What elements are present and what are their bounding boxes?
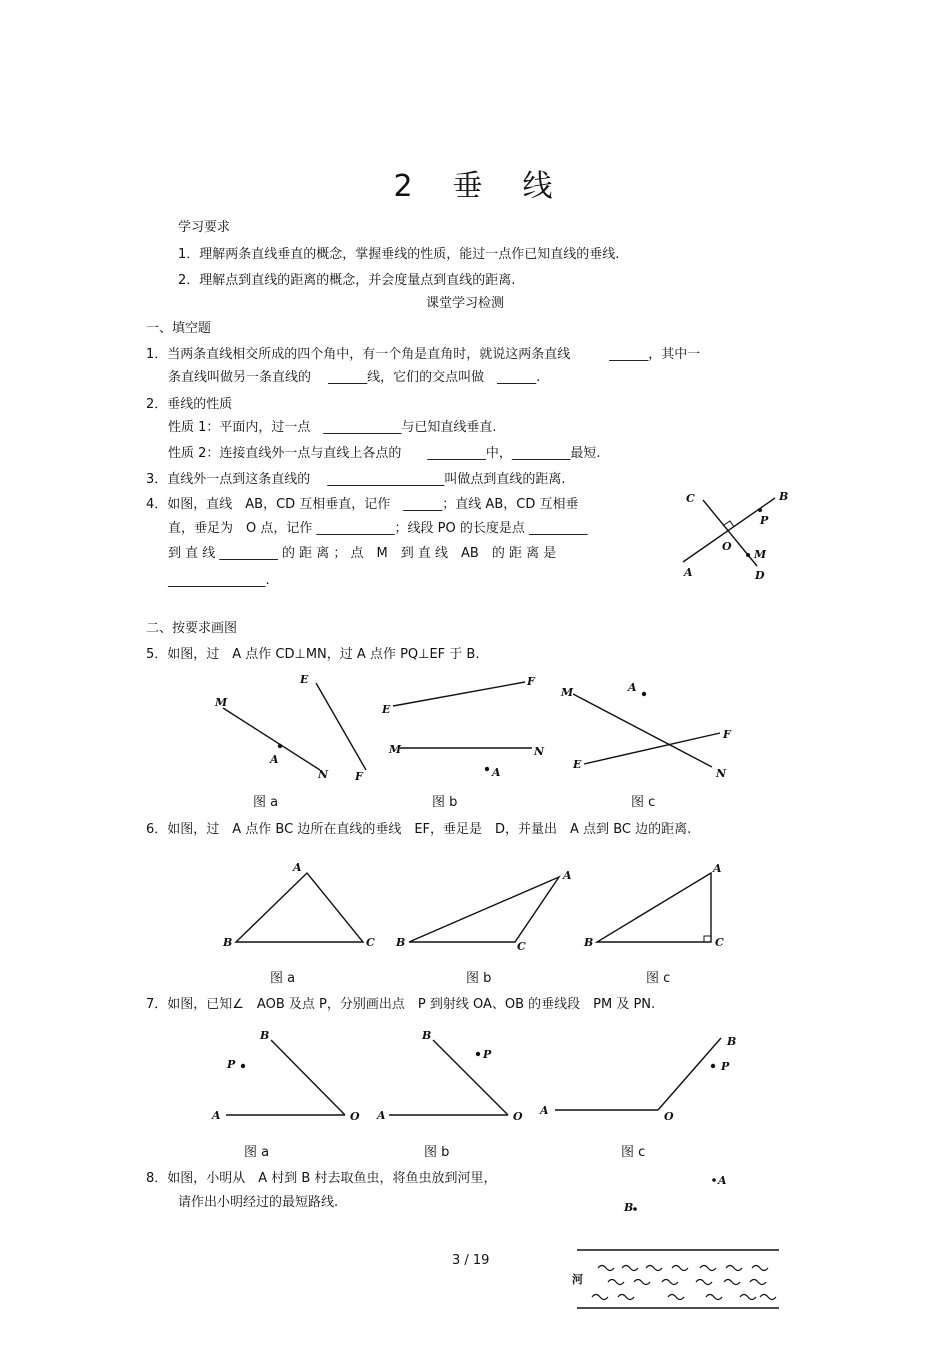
- question-line: 直，垂足为 O 点，记作 ____________；线段 PO 的长度是点 _________: [168, 521, 588, 536]
- caption-fig-c: 图 c: [631, 795, 656, 810]
- label-f: F: [355, 770, 363, 783]
- label-a: A: [684, 566, 693, 579]
- caption-fig-a: 图 a: [244, 1145, 270, 1160]
- label-b: B: [584, 936, 594, 949]
- label-b: B: [260, 1029, 270, 1042]
- label-a: A: [212, 1109, 221, 1122]
- requirements-heading: 学习要求: [178, 220, 231, 235]
- question-8-line-2: 请作出小明经过的最短路线.: [178, 1195, 339, 1210]
- label-c: C: [686, 492, 695, 505]
- question-line: 性质 2：连接直线外一点与直线上各点的 _________中，_________最短.: [168, 446, 601, 461]
- section-heading-check: 课堂学习检测: [426, 296, 505, 311]
- label-a: A: [563, 869, 572, 882]
- label-n: N: [534, 745, 545, 758]
- label-m: M: [754, 548, 767, 561]
- label-a: A: [492, 766, 501, 779]
- question-line: 到 直 线 _________ 的 距 离 ； 点 M 到 直 线 AB 的 距 离 是: [168, 546, 557, 561]
- section-heading-draw: 二、按要求画图: [146, 621, 238, 636]
- label-p: P: [721, 1060, 730, 1073]
- label-d: D: [755, 569, 765, 582]
- question-line: 性质 1：平面内，过一点 ____________与已知直线垂直.: [168, 420, 497, 435]
- label-b: B: [624, 1201, 634, 1214]
- label-a: A: [293, 861, 302, 874]
- requirement-item: 1．理解两条直线垂直的概念，掌握垂线的性质，能过一点作已知直线的垂线.: [178, 247, 620, 262]
- label-o: O: [350, 1110, 360, 1123]
- label-p: P: [483, 1048, 492, 1061]
- label-o: O: [722, 540, 732, 553]
- label-a: A: [718, 1174, 727, 1187]
- requirement-item: 2．理解点到直线的距离的概念，并会度量点到直线的距离.: [178, 273, 516, 288]
- label-a: A: [540, 1104, 549, 1117]
- question-5: 5．如图，过 A 点作 CD⊥MN，过 A 点作 PQ⊥EF 于 B.: [146, 647, 480, 662]
- question-8-line-1: 8．如图，小明从 A 村到 B 村去取鱼虫，将鱼虫放到河里，: [146, 1171, 497, 1186]
- question-line: 3．直线外一点到这条直线的 __________________叫做点到直线的距离.: [146, 472, 566, 487]
- label-river: 河: [572, 1273, 583, 1286]
- caption-fig-c: 图 c: [646, 971, 671, 986]
- caption-fig-a: 图 a: [253, 795, 279, 810]
- question-line: 4．如图，直线 AB，CD 互相垂直，记作 ______；直线 AB，CD 互相垂: [146, 497, 579, 512]
- label-c: C: [517, 940, 526, 953]
- label-a: A: [628, 681, 637, 694]
- label-o: O: [513, 1110, 523, 1123]
- question-line: _______________.: [168, 573, 270, 588]
- label-e: E: [382, 703, 391, 716]
- label-b: B: [727, 1035, 737, 1048]
- section-heading-fill: 一、填空题: [146, 321, 212, 336]
- label-n: N: [716, 767, 727, 780]
- label-e: E: [573, 758, 582, 771]
- page-number: 3 / 19: [452, 1253, 490, 1268]
- label-b: B: [779, 490, 789, 503]
- label-n: N: [318, 768, 329, 781]
- label-a: A: [713, 862, 722, 875]
- label-b: B: [396, 936, 406, 949]
- label-p: P: [760, 514, 769, 527]
- label-e: E: [300, 673, 309, 686]
- title-char-1: 垂: [452, 169, 487, 204]
- question-6: 6．如图，过 A 点作 BC 边所在直线的垂线 EF，垂足是 D，并量出 A 点到 BC 边的距离.: [146, 822, 692, 837]
- label-a: A: [270, 753, 279, 766]
- question-line: 2．垂线的性质: [146, 397, 233, 412]
- label-a: A: [377, 1109, 386, 1122]
- label-c: C: [366, 936, 375, 949]
- caption-fig-b: 图 b: [424, 1145, 450, 1160]
- label-f: F: [527, 675, 535, 688]
- label-b: B: [422, 1029, 432, 1042]
- question-7: 7．如图，已知∠ AOB 及点 P，分别画出点 P 到射线 OA、OB 的垂线段 PM 及 PN.: [146, 997, 656, 1012]
- label-f: F: [723, 728, 731, 741]
- question-line: 条直线叫做另一条直线的 ______线，它们的交点叫做 ______.: [168, 370, 541, 385]
- label-b: B: [223, 936, 233, 949]
- label-m: M: [389, 743, 402, 756]
- label-o: O: [664, 1110, 674, 1123]
- caption-fig-b: 图 b: [466, 971, 492, 986]
- title-char-2: 线: [522, 169, 557, 204]
- label-p: P: [227, 1058, 236, 1071]
- title-number: 2: [393, 169, 417, 204]
- caption-fig-b: 图 b: [432, 795, 458, 810]
- caption-fig-c: 图 c: [621, 1145, 646, 1160]
- label-m: M: [561, 686, 574, 699]
- question-line: 1．当两条直线相交所成的四个角中，有一个角是直角时，就说这两条直线 ______，其中一: [146, 347, 701, 362]
- caption-fig-a: 图 a: [270, 971, 296, 986]
- label-c: C: [715, 936, 724, 949]
- label-m: M: [215, 696, 228, 709]
